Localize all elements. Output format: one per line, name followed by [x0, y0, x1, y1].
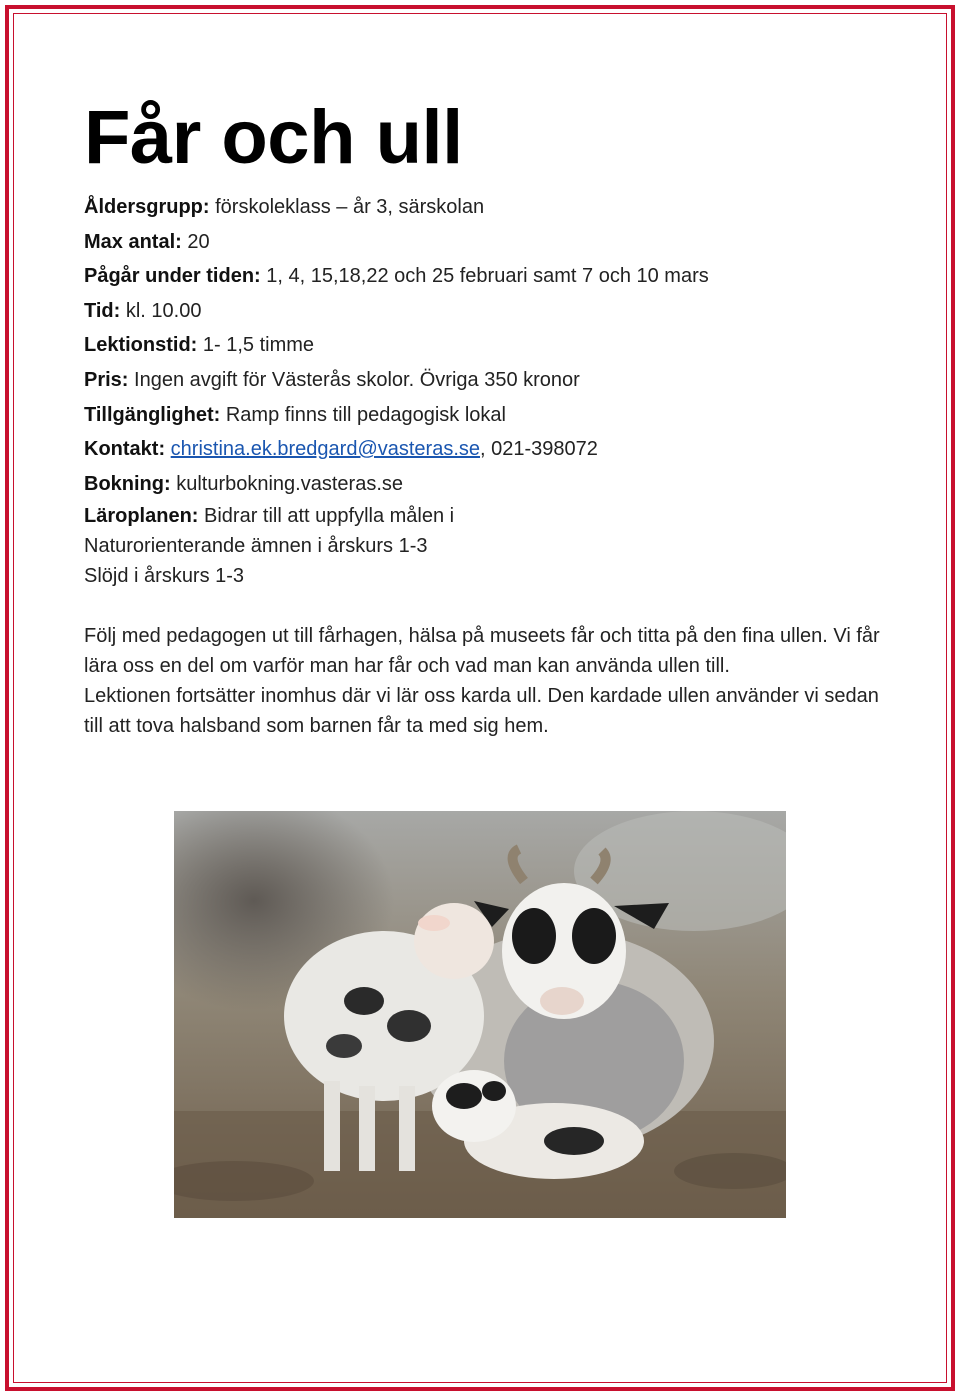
curriculum-line [84, 501, 884, 531]
description [84, 621, 884, 741]
fact-label: Tillgänglighet: [84, 403, 221, 426]
fact-label: Pris: [84, 368, 129, 391]
facts-list [84, 190, 884, 501]
curriculum [84, 501, 884, 591]
description-paragraph: Följ med pedagogen ut till fårhagen, hälsa på museets får och titta på den fina ullen. Vi får lära oss en del om varför man har får och vad man kan använda ullen till. [84, 625, 880, 678]
contact-label: Kontakt: [84, 438, 166, 461]
description-paragraph: Lektionen fortsätter inomhus där vi lär oss karda ull. Den kardade ullen använder vi sedan till att tova halsband som barnen får ta med sig hem. [84, 685, 879, 738]
curriculum-line: Naturorienterande ämnen i årskurs 1-3 [84, 535, 428, 558]
booking-label: Bokning: [84, 472, 171, 495]
sheep-photo [174, 811, 786, 1218]
fact-accessibility [84, 398, 884, 433]
sheep-illustration [174, 811, 786, 1218]
fact-age-group [84, 190, 884, 225]
curriculum-line: Slöjd i årskurs 1-3 [84, 565, 245, 588]
fact-value: 20 [181, 230, 210, 253]
fact-max-count [84, 225, 884, 260]
curriculum-label: Läroplanen: [84, 505, 199, 528]
fact-time [84, 294, 884, 329]
fact-label: Lektionstid: [84, 334, 198, 357]
fact-booking [84, 467, 884, 502]
fact-dates [84, 259, 884, 294]
fact-label: Max antal: [84, 230, 182, 253]
fact-value: Ingen avgift för Västerås skolor. Övriga 350 kronor [128, 368, 580, 391]
fact-value: 1, 4, 15,18,22 och 25 februari samt 7 och 10 mars [260, 265, 709, 288]
fact-contact [84, 432, 884, 467]
curriculum-text: Bidrar till att uppfylla målen i [198, 505, 455, 528]
contact-email-link[interactable]: christina.ek.bredgard@vasteras.se [170, 438, 481, 461]
fact-label: Tid: [84, 299, 121, 322]
page-title: Får och ull [84, 95, 463, 180]
fact-label: Åldersgrupp: [84, 196, 210, 218]
fact-value: förskoleklass – år 3, särskolan [209, 196, 485, 218]
fact-value: kl. 10.00 [120, 299, 202, 322]
fact-price [84, 363, 884, 398]
fact-label: Pågår under tiden: [84, 265, 261, 288]
contact-phone: , 021-398072 [480, 438, 598, 461]
fact-value: 1- 1,5 timme [197, 334, 315, 357]
booking-value: kulturbokning.vasteras.se [170, 472, 403, 495]
content [84, 92, 884, 741]
fact-value: Ramp finns till pedagogisk lokal [220, 403, 506, 426]
fact-lesson-duration [84, 328, 884, 363]
